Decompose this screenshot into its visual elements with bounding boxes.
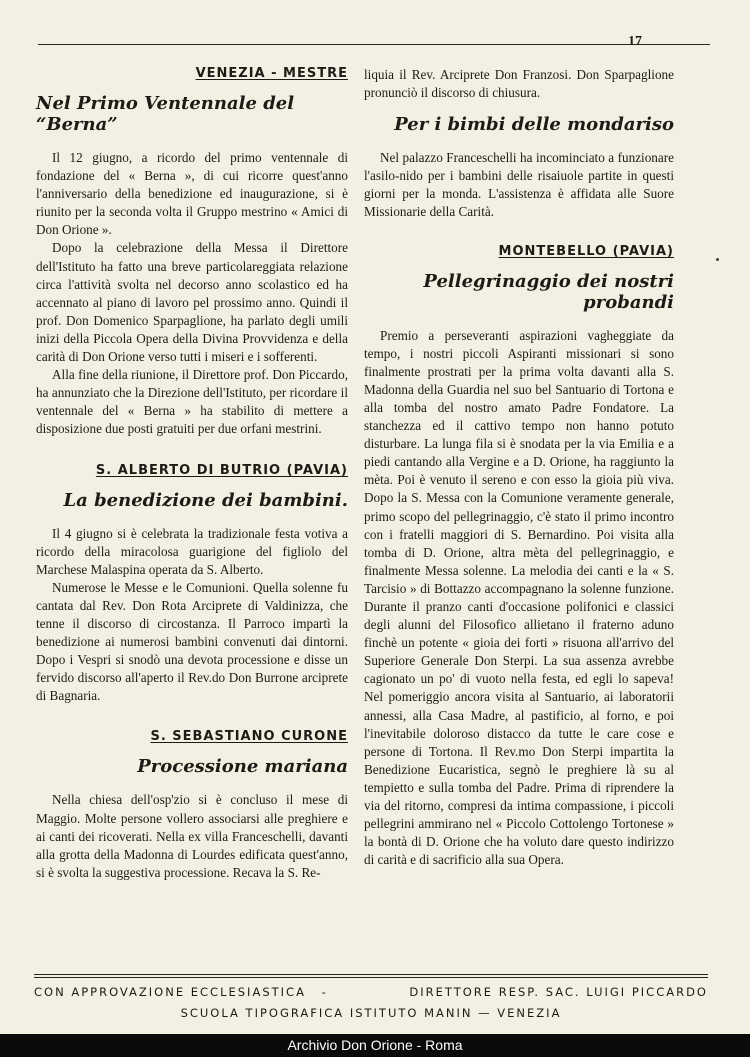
top-rule: [38, 44, 710, 45]
footer-printer: [34, 1006, 708, 1020]
page-number: 17: [628, 34, 642, 49]
section-location: S. ALBERTO DI BUTRIO (PAVIA): [95, 462, 348, 478]
article-title: Processione mariana: [137, 756, 348, 778]
section-location: S. SEBASTIANO CURONE: [150, 729, 348, 745]
approval-text: CON APPROVAZIONE ECCLESIASTICA: [34, 985, 306, 999]
archive-label: Archivio Don Orione - Roma: [0, 1034, 750, 1057]
footer-rule: [34, 974, 708, 975]
article-s-sebastiano-curone: [36, 729, 348, 881]
article-title: Pellegrinaggio dei nostri probandi: [423, 270, 674, 313]
article-paragraph: Dopo la celebrazione della Messa il Direttore dell'Istituto ha fatto una breve particolareggiata relazione circa l'attività svolta nel decorso anno scolastico ed ha accennato al piano di lavoro pel prossimo anno. Quindi il prof. Don Domenico Sparpaglione, ha parlato degli umili inizi della Piccola Opera della Divina Provvidenza e della carità di Don Orione verso tutti i miseri e i sofferenti.: [36, 240, 348, 365]
article-bimbi-mondariso: [364, 114, 674, 221]
page-speck: [716, 258, 719, 261]
article-paragraph: Il 12 giugno, a ricordo del primo ventennale di fondazione del « Berna », di cui ricorre quest'anno l'anniversario della benedizione ed inaugurazione, si è riunito per la seconda volta il Gruppo mestrino « Amici di Don Orione ».: [36, 150, 348, 238]
continuation-paragraph: liquia il Rev. Arciprete Don Franzosi. Don Sparpaglione pronunciò il discorso di chiusura.: [364, 67, 674, 101]
article-paragraph: Alla fine della riunione, il Direttore prof. Don Piccardo, ha annunziato che la Direzione dell'Istituto, per ricordare il ventennale del « Berna » ha stabilito di mettere a disposizione due posti gratuiti per due orfani mestrini.: [36, 367, 348, 437]
article-title: La benedizione dei bambini.: [63, 489, 348, 511]
right-column: [364, 66, 674, 869]
section-location: MONTEBELLO (PAVIA): [498, 243, 674, 259]
left-column: [36, 66, 348, 882]
article-paragraph: Nella chiesa dell'osp'zio si è concluso il mese di Maggio. Molte persone vollero associarsi alle preghiere e ai canti dei ricoverati. Nella ex villa Franceschelli, davanti alla grotta della Madonna di Lourdes edificata quest'anno, si è svolta la suggestiva processione. Recava la S. Re-: [36, 792, 348, 880]
footer-separator: -: [321, 985, 328, 999]
article-title: Per i bimbi delle mondariso: [394, 114, 674, 136]
article-paragraph: Nel palazzo Franceschelli ha incominciato a funzionare l'asilo-nido per i bambini delle risaiuole partite in questi giorni per la monda. L'assistenza è affidata alle Suore Missionarie della Carità.: [364, 150, 674, 220]
footer-rule: [34, 977, 708, 978]
article-paragraph: Numerose le Messe e le Comunioni. Quella solenne fu cantata dal Rev. Don Rota Arciprete di Valdinizza, che tenne il discorso di circostanza. Il Parroco impartì la benedizione ai numerosi bambini convenuti dai dintorni. Dopo i Vespri si snodò una devota processione e disse un fervido discorso all'aperto il Rev.do Don Burrone arciprete di Bagnaria.: [36, 579, 348, 704]
article-title: Nel Primo Ventennale del “Berna”: [36, 93, 295, 135]
footer-credits: [34, 985, 708, 999]
director-text: DIRETTORE RESP. SAC. LUIGI PICCARDO: [409, 985, 708, 999]
printer-text: SCUOLA TIPOGRAFICA ISTITUTO MANIN — VENEZIA: [180, 1006, 562, 1020]
article-montebello: [364, 244, 674, 870]
article-paragraph: Premio a perseveranti aspirazioni vagheggiate da tempo, i nostri piccoli Aspiranti missionari si sono finalmente prostrati per la prima volta davanti alla S. Madonna della Guardia nel suo bel Santuario di Tortona e alla tomba del nostro amato Padre Fondatore. La stanchezza ed il cattivo tempo non hanno potuto disturbare. La lunga fila si è snodata per la via Emilia e a piedi cantando alla Vergine e a D. Orione, ha raggiunto la mèta. Poi è venuto il sereno e con esso la gioia più viva. Dopo la S. Messa con la Comunione veramente generale, primo scopo del pellegrinaggio, c'è stato il primo incontro con i fratelli maggiori di S. Bernardino. Poi visita alla tomba di D. Orione, altra mèta del pellegrinaggio, e finalmente Messa solenne. La melodia dei canti e la « S. Tarcisio » di Bottazzo accompagnano la solenne funzione. Durante il pranzo canti d'occasione polifonici e classici degli alunni del Filosofico allietano il fraterno aduno finchè un potente « gioia dei forti » risuona all'arrivo del Superiore Generale Don Sterpi. La sua assenza avrebbe cagionato un po' di vuoto nella festa, ed egli lo sapeva! Nel pomeriggio ancora visita al Santuario, ai laboratorii annessi, alla Casa Madre, al pastificio, al forno, e poi l'inevitabile doloroso distacco da tutte le care cose e persone di Tortona. Il Rev.mo Don Sterpi impartita la Benedizione Eucaristica, segnò le preghiere là su al tempietto e sulla tomba del Padre. Prima di riprendere la via del ritorno, compresi da intima compassione, i piccoli pellegrini ammirano nel « Piccolo Cottolengo Tortonese » la bontà di D. Orione che ha voluto dare questo indirizzo di carità e di sacrificio alla sua Opera.: [364, 327, 674, 868]
article-venezia-mestre: [36, 66, 348, 439]
article-paragraph: Il 4 giugno si è celebrata la tradizionale festa votiva a ricordo della miracolosa guarigione del figliolo del Marchese Malaspina operata da S. Alberto.: [36, 525, 348, 577]
section-location: VENEZIA - MESTRE: [195, 66, 348, 81]
article-s-alberto-di-butrio: [36, 463, 348, 706]
